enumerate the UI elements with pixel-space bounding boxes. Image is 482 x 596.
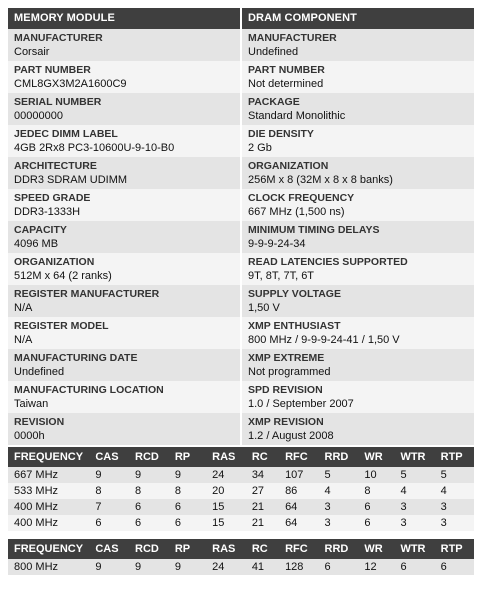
table-cell: 4 xyxy=(435,483,474,499)
module-row xyxy=(8,125,240,157)
module-row xyxy=(8,381,240,413)
table-cell: 6 xyxy=(169,515,206,531)
field-label: PART NUMBER xyxy=(14,64,91,76)
field-label: PART NUMBER xyxy=(248,64,325,76)
table-header-row xyxy=(8,447,474,467)
column-header: FREQUENCY xyxy=(8,447,89,467)
field-value: CML8GX3M2A1600C9 xyxy=(14,78,127,90)
column-header: RC xyxy=(246,539,279,559)
field-label: ORGANIZATION xyxy=(14,256,95,268)
field-value: N/A xyxy=(14,302,33,314)
table-cell: 8 xyxy=(358,483,394,499)
xmp-timings-table xyxy=(8,539,474,575)
info-columns xyxy=(8,8,474,445)
column-header: WR xyxy=(358,447,394,467)
table-cell: 107 xyxy=(279,467,318,483)
field-label: ORGANIZATION xyxy=(248,160,329,172)
table-cell: 8 xyxy=(129,483,169,499)
field-value: Not determined xyxy=(248,78,324,90)
column-header: RTP xyxy=(435,539,474,559)
jedec-timings-table xyxy=(8,447,474,531)
table-cell: 6 xyxy=(129,499,169,515)
field-label: READ LATENCIES SUPPORTED xyxy=(248,256,408,268)
table-cell: 667 MHz xyxy=(8,467,89,483)
table-cell: 6 xyxy=(89,515,129,531)
dram-row xyxy=(242,253,474,285)
field-label: MANUFACTURER xyxy=(14,32,103,44)
table-cell: 4 xyxy=(319,483,359,499)
table-cell: 3 xyxy=(435,515,474,531)
field-value: DDR3 SDRAM UDIMM xyxy=(14,174,128,186)
field-value: 512M x 64 (2 ranks) xyxy=(14,270,112,282)
column-header: RC xyxy=(246,447,279,467)
module-row xyxy=(8,413,240,445)
field-label: PACKAGE xyxy=(248,96,300,108)
field-label: REGISTER MANUFACTURER xyxy=(14,288,160,300)
table-cell: 86 xyxy=(279,483,318,499)
table-cell: 15 xyxy=(206,515,246,531)
table-cell: 10 xyxy=(358,467,394,483)
table-header-row xyxy=(8,539,474,559)
column-header: FREQUENCY xyxy=(8,539,89,559)
field-label: MANUFACTURER xyxy=(248,32,337,44)
field-label: XMP EXTREME xyxy=(248,352,325,364)
field-label: CAPACITY xyxy=(14,224,67,236)
column-header: RFC xyxy=(279,539,318,559)
column-header: WTR xyxy=(394,447,434,467)
table-cell: 533 MHz xyxy=(8,483,89,499)
module-row xyxy=(8,253,240,285)
table-cell: 24 xyxy=(206,467,246,483)
field-value: 4GB 2Rx8 PC3-10600U-9-10-B0 xyxy=(14,142,175,154)
field-label: SUPPLY VOLTAGE xyxy=(248,288,341,300)
field-label: MANUFACTURING DATE xyxy=(14,352,138,364)
module-row xyxy=(8,29,240,61)
dram-row xyxy=(242,93,474,125)
table-cell: 9 xyxy=(169,467,206,483)
column-header: RRD xyxy=(319,447,359,467)
field-value: 4096 MB xyxy=(14,238,59,250)
field-label: XMP ENTHUSIAST xyxy=(248,320,341,332)
memory-module-header: MEMORY MODULE xyxy=(8,8,240,29)
table-row xyxy=(8,483,474,499)
table-cell: 3 xyxy=(319,499,359,515)
column-header: RCD xyxy=(129,447,169,467)
table-cell: 3 xyxy=(435,499,474,515)
field-label: DIE DENSITY xyxy=(248,128,314,140)
field-label: JEDEC DIMM LABEL xyxy=(14,128,118,140)
field-value: DDR3-1333H xyxy=(14,206,81,218)
dram-row xyxy=(242,381,474,413)
field-value: Not programmed xyxy=(248,366,331,378)
table-cell: 400 MHz xyxy=(8,499,89,515)
column-header: RAS xyxy=(206,447,246,467)
table-cell: 64 xyxy=(279,499,318,515)
module-row xyxy=(8,93,240,125)
table-cell: 9 xyxy=(129,559,169,575)
field-value: 1.0 / September 2007 xyxy=(248,398,354,410)
field-label: REGISTER MODEL xyxy=(14,320,109,332)
table-cell: 5 xyxy=(394,467,434,483)
field-label: SPEED GRADE xyxy=(14,192,91,204)
dram-row xyxy=(242,125,474,157)
column-header: WTR xyxy=(394,539,434,559)
field-value: 256M x 8 (32M x 8 x 8 banks) xyxy=(248,174,393,186)
table-cell: 5 xyxy=(435,467,474,483)
module-row xyxy=(8,221,240,253)
module-row xyxy=(8,189,240,221)
table-cell: 8 xyxy=(89,483,129,499)
table-cell: 6 xyxy=(358,499,394,515)
table-row xyxy=(8,515,474,531)
table-cell: 4 xyxy=(394,483,434,499)
table-cell: 15 xyxy=(206,499,246,515)
dram-row xyxy=(242,29,474,61)
field-value: 9T, 8T, 7T, 6T xyxy=(248,270,315,282)
table-cell: 400 MHz xyxy=(8,515,89,531)
field-value: Undefined xyxy=(14,366,65,378)
field-value: 2 Gb xyxy=(248,142,272,154)
table-cell: 27 xyxy=(246,483,279,499)
field-value: 1,50 V xyxy=(248,302,280,314)
table-cell: 6 xyxy=(319,559,359,575)
field-label: MANUFACTURING LOCATION xyxy=(14,384,164,396)
field-label: XMP REVISION xyxy=(248,416,324,428)
table-row xyxy=(8,559,474,575)
table-cell: 800 MHz xyxy=(8,559,89,575)
dram-component-header: DRAM COMPONENT xyxy=(242,8,474,29)
field-value: 800 MHz / 9-9-9-24-41 / 1,50 V xyxy=(248,334,400,346)
table-cell: 3 xyxy=(394,499,434,515)
table-cell: 9 xyxy=(89,467,129,483)
dram-row xyxy=(242,285,474,317)
table-cell: 34 xyxy=(246,467,279,483)
table-cell: 128 xyxy=(279,559,318,575)
column-header: RRD xyxy=(319,539,359,559)
column-header: CAS xyxy=(89,539,129,559)
table-cell: 21 xyxy=(246,499,279,515)
table-cell: 8 xyxy=(169,483,206,499)
table-cell: 24 xyxy=(206,559,246,575)
table-cell: 3 xyxy=(394,515,434,531)
table-cell: 6 xyxy=(394,559,434,575)
column-header: RP xyxy=(169,539,206,559)
dram-component-column xyxy=(242,8,474,445)
table-cell: 9 xyxy=(89,559,129,575)
table-cell: 6 xyxy=(358,515,394,531)
column-header: RP xyxy=(169,447,206,467)
table-cell: 6 xyxy=(435,559,474,575)
field-value: 1.2 / August 2008 xyxy=(248,430,334,442)
table-cell: 3 xyxy=(319,515,359,531)
dram-row xyxy=(242,349,474,381)
field-value: Undefined xyxy=(248,46,299,58)
field-value: 667 MHz (1,500 ns) xyxy=(248,206,345,218)
column-header: RFC xyxy=(279,447,318,467)
column-header: WR xyxy=(358,539,394,559)
table-cell: 12 xyxy=(358,559,394,575)
field-value: 9-9-9-24-34 xyxy=(248,238,306,250)
field-label: MINIMUM TIMING DELAYS xyxy=(248,224,380,236)
dram-row xyxy=(242,221,474,253)
table-row xyxy=(8,499,474,515)
table-cell: 41 xyxy=(246,559,279,575)
table-cell: 21 xyxy=(246,515,279,531)
column-header: RAS xyxy=(206,539,246,559)
column-header: RTP xyxy=(435,447,474,467)
dram-row xyxy=(242,157,474,189)
module-row xyxy=(8,349,240,381)
module-row xyxy=(8,61,240,93)
column-header: CAS xyxy=(89,447,129,467)
dram-row xyxy=(242,189,474,221)
field-label: SPD REVISION xyxy=(248,384,323,396)
table-cell: 5 xyxy=(319,467,359,483)
dram-row xyxy=(242,317,474,349)
memory-module-column xyxy=(8,8,240,445)
field-value: 0000h xyxy=(14,430,45,442)
field-value: Standard Monolithic xyxy=(248,110,346,122)
table-cell: 6 xyxy=(129,515,169,531)
spd-info-panel xyxy=(8,8,474,575)
column-header: RCD xyxy=(129,539,169,559)
table-cell: 20 xyxy=(206,483,246,499)
module-row xyxy=(8,317,240,349)
dram-row xyxy=(242,413,474,445)
table-cell: 9 xyxy=(169,559,206,575)
field-value: N/A xyxy=(14,334,33,346)
field-label: ARCHITECTURE xyxy=(14,160,97,172)
dram-row xyxy=(242,61,474,93)
field-value: Taiwan xyxy=(14,398,49,410)
field-label: CLOCK FREQUENCY xyxy=(248,192,355,204)
field-value: 00000000 xyxy=(14,110,63,122)
table-cell: 6 xyxy=(169,499,206,515)
field-label: REVISION xyxy=(14,416,65,428)
field-value: Corsair xyxy=(14,46,50,58)
module-row xyxy=(8,157,240,189)
module-row xyxy=(8,285,240,317)
table-cell: 64 xyxy=(279,515,318,531)
table-row xyxy=(8,467,474,483)
table-cell: 9 xyxy=(129,467,169,483)
field-label: SERIAL NUMBER xyxy=(14,96,102,108)
table-cell: 7 xyxy=(89,499,129,515)
